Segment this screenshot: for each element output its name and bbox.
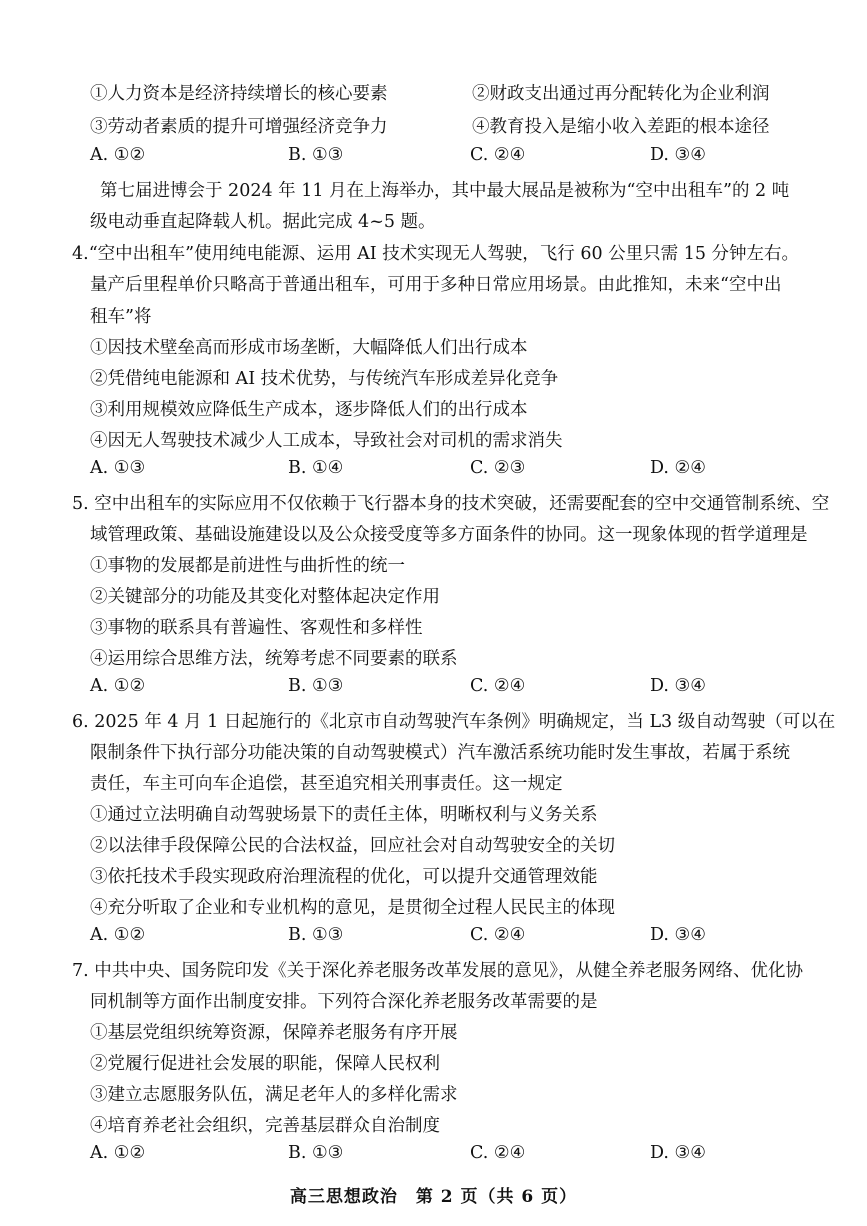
option-a: A. ①②: [90, 1143, 146, 1163]
statement-2: ②财政支出通过再分配转化为企业利润: [472, 84, 770, 104]
option-b: B. ①③: [288, 925, 344, 945]
option-a: A. ①②: [90, 145, 146, 165]
q6-stem-3: 责任，车主可向车企追偿，甚至追究相关刑事责任。这一规定: [90, 774, 563, 794]
q5-item-3: ③事物的联系具有普遍性、客观性和多样性: [90, 618, 423, 638]
q3-options: [90, 145, 810, 169]
q7-options: [90, 1143, 810, 1167]
option-d: D. ②④: [650, 458, 706, 478]
option-a: A. ①②: [90, 925, 146, 945]
q6-item-3: ③依托技术手段实现政府治理流程的优化，可以提升交通管理效能: [90, 867, 598, 887]
option-b: B. ①③: [288, 676, 344, 696]
statement-1: ①人力资本是经济持续增长的核心要素: [90, 84, 388, 104]
statement-row-2: [90, 113, 810, 138]
q5-item-4: ④运用综合思维方法，统筹考虑不同要素的联系: [90, 649, 458, 669]
option-b: B. ①③: [288, 1143, 344, 1163]
option-d: D. ③④: [650, 925, 706, 945]
q5-stem-2: 域管理政策、基础设施建设以及公众接受度等多方面条件的协同。这一现象体现的哲学道理是: [90, 525, 808, 545]
page-footer: 高三思想政治 第 2 页（共 6 页）: [289, 1187, 578, 1207]
q6-options: [90, 925, 810, 949]
option-c: C. ②④: [470, 1143, 526, 1163]
statement-3: ③劳动者素质的提升可增强经济竞争力: [90, 117, 388, 137]
intro-line-2: 级电动垂直起降载人机。据此完成 4~5 题。: [90, 212, 436, 232]
q6-stem-2: 限制条件下执行部分功能决策的自动驾驶模式）汽车激活系统功能时发生事故，若属于系统: [90, 743, 790, 763]
q7-item-2: ②党履行促进社会发展的职能，保障人民权利: [90, 1054, 440, 1074]
q7-stem-2: 同机制等方面作出制度安排。下列符合深化养老服务改革需要的是: [90, 992, 598, 1012]
q4-item-1: ①因技术壁垒高而形成市场垄断，大幅降低人们出行成本: [90, 338, 528, 358]
option-c: C. ②④: [470, 676, 526, 696]
q4-stem-2: 量产后里程单价只略高于普通出租车，可用于多种日常应用场景。由此推知，未来“空中出: [90, 275, 782, 295]
q7-stem-1: 7. 中共中央、国务院印发《关于深化养老服务改革发展的意见》，从健全养老服务网络、优化协: [72, 961, 804, 981]
q4-options: [90, 458, 810, 482]
option-b: B. ①④: [288, 458, 344, 478]
q4-item-3: ③利用规模效应降低生产成本，逐步降低人们的出行成本: [90, 400, 528, 420]
q6-item-1: ①通过立法明确自动驾驶场景下的责任主体，明晰权利与义务关系: [90, 805, 598, 825]
q6-item-2: ②以法律手段保障公民的合法权益，回应社会对自动驾驶安全的关切: [90, 836, 615, 856]
option-d: D. ③④: [650, 1143, 706, 1163]
statement-4: ④教育投入是缩小收入差距的根本途径: [472, 117, 770, 137]
option-b: B. ①③: [288, 145, 344, 165]
q4-item-4: ④因无人驾驶技术减少人工成本，导致社会对司机的需求消失: [90, 431, 563, 451]
statement-row-1: [90, 80, 810, 105]
option-d: D. ③④: [650, 145, 706, 165]
q7-item-1: ①基层党组织统筹资源，保障养老服务有序开展: [90, 1023, 458, 1043]
intro-line-1: 第七届进博会于 2024 年 11 月在上海举办，其中最大展品是被称为“空中出租车”的 2 吨: [100, 181, 790, 201]
option-a: A. ①②: [90, 676, 146, 696]
q4-stem-3: 租车”将: [90, 307, 152, 327]
option-d: D. ③④: [650, 676, 706, 696]
q7-item-4: ④培育养老社会组织，完善基层群众自治制度: [90, 1116, 440, 1136]
q5-item-2: ②关键部分的功能及其变化对整体起决定作用: [90, 587, 440, 607]
q5-stem-1: 5. 空中出租车的实际应用不仅依赖于飞行器本身的技术突破，还需要配套的空中交通管制系统、空: [72, 494, 830, 514]
q7-item-3: ③建立志愿服务队伍，满足老年人的多样化需求: [90, 1085, 458, 1105]
option-a: A. ①③: [90, 458, 146, 478]
q5-options: [90, 676, 810, 700]
option-c: C. ②④: [470, 145, 526, 165]
q4-stem-1: 4.“空中出租车”使用纯电能源、运用 AI 技术实现无人驾驶，飞行 60 公里只需 15 分钟左右。: [72, 244, 800, 264]
q6-item-4: ④充分听取了企业和专业机构的意见，是贯彻全过程人民民主的体现: [90, 898, 615, 918]
q6-stem-1: 6. 2025 年 4 月 1 日起施行的《北京市自动驾驶汽车条例》明确规定，当 L3 级自动驾驶（可以在: [72, 712, 836, 732]
q4-item-2: ②凭借纯电能源和 AI 技术优势，与传统汽车形成差异化竞争: [90, 369, 559, 389]
option-c: C. ②④: [470, 925, 526, 945]
option-c: C. ②③: [470, 458, 526, 478]
q5-item-1: ①事物的发展都是前进性与曲折性的统一: [90, 556, 405, 576]
